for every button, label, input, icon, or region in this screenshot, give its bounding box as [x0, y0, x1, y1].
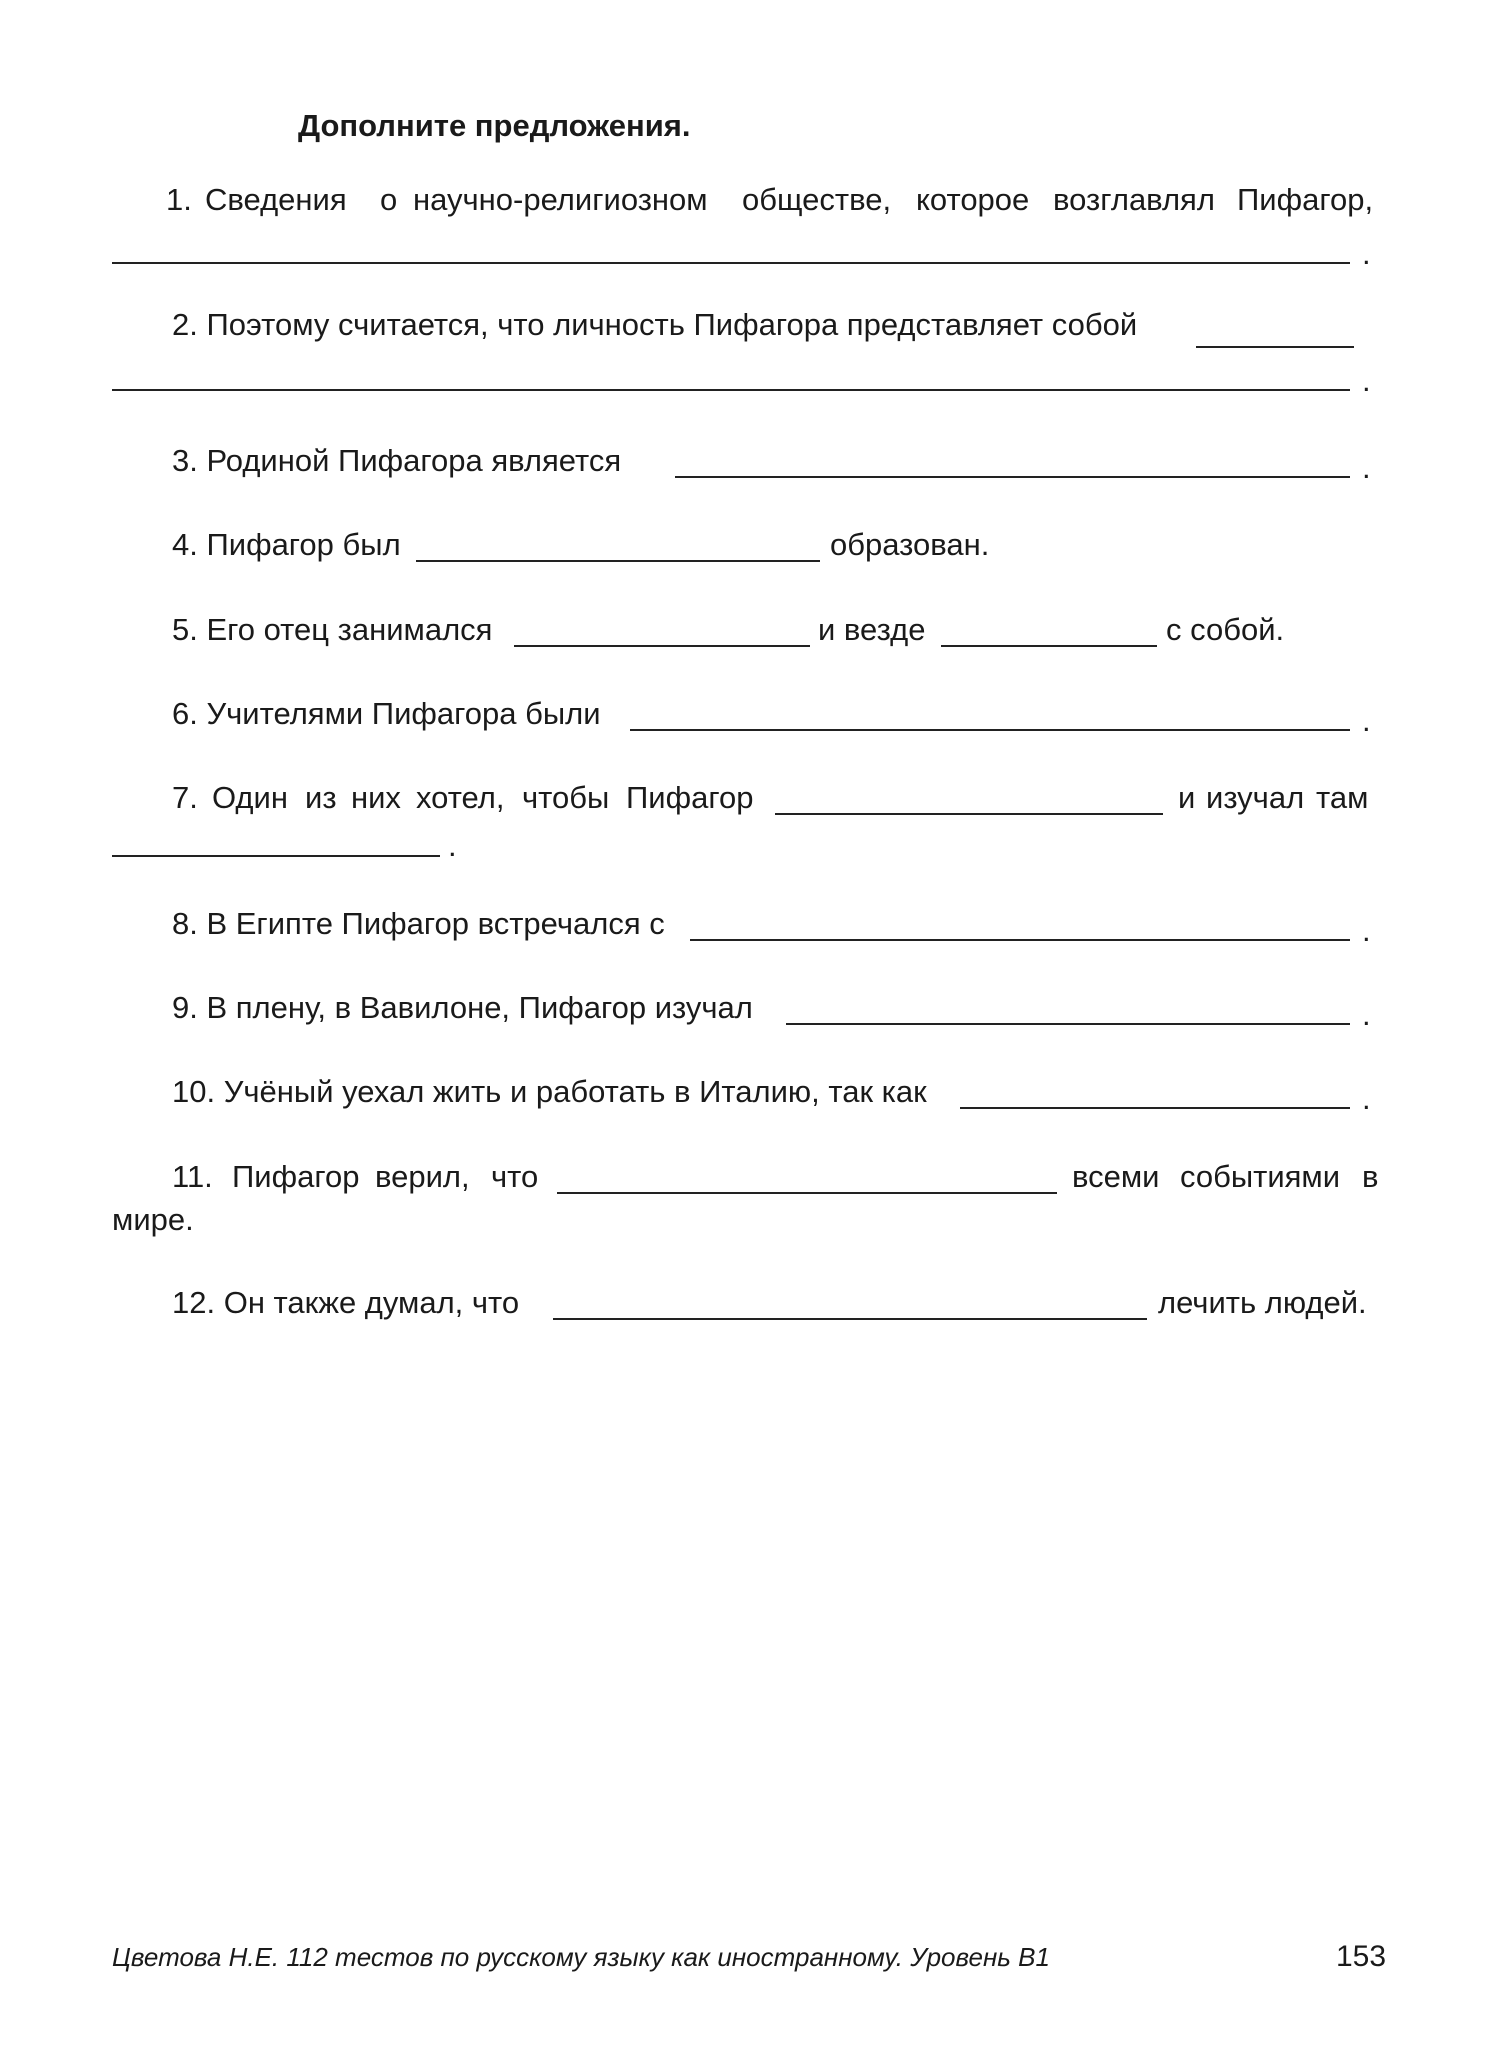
answer-blank[interactable] — [960, 1107, 1350, 1109]
answer-blank[interactable] — [112, 262, 1350, 264]
item-word: и — [1178, 780, 1196, 815]
item-word: чтобы — [522, 780, 610, 815]
item-word: о — [380, 182, 398, 217]
item-text: лечить людей. — [1158, 1285, 1367, 1320]
item-word: которое — [916, 182, 1030, 217]
item-end: . — [1362, 703, 1371, 738]
item-text: 6. Учителями Пифагора были — [172, 696, 601, 731]
item-text: 8. В Египте Пифагор встречался с — [172, 906, 665, 941]
item-number: 7. — [172, 780, 198, 815]
item-end: . — [1362, 997, 1371, 1032]
item-word: научно-религиозном — [413, 182, 708, 217]
item-text: с собой. — [1166, 612, 1285, 647]
item-text: 9. В плену, в Вавилоне, Пифагор изучал — [172, 990, 753, 1025]
item-text: образован. — [830, 527, 990, 562]
item-text: 4. Пифагор был — [172, 527, 401, 562]
answer-blank[interactable] — [630, 729, 1350, 731]
answer-blank[interactable] — [514, 645, 810, 647]
answer-blank[interactable] — [690, 939, 1350, 941]
item-number: 1. — [166, 182, 192, 217]
item-word: там — [1316, 780, 1369, 815]
item-text: мире. — [112, 1202, 194, 1237]
answer-blank[interactable] — [941, 645, 1157, 647]
answer-blank[interactable] — [775, 813, 1163, 815]
answer-blank[interactable] — [675, 476, 1350, 478]
item-end: . — [448, 828, 457, 863]
item-word: всеми — [1072, 1159, 1160, 1194]
item-word: верил, — [375, 1159, 470, 1194]
answer-blank[interactable] — [112, 855, 440, 857]
item-word: в — [1362, 1159, 1379, 1194]
answer-blank[interactable] — [557, 1192, 1057, 1194]
item-word: из — [305, 780, 337, 815]
item-end: . — [1362, 363, 1371, 398]
item-word: Пифагор, — [1237, 182, 1374, 217]
item-word: что — [491, 1159, 539, 1194]
item-text: 5. Его отец занимался — [172, 612, 493, 647]
item-word: обществе, — [742, 182, 892, 217]
item-text: 10. Учёный уехал жить и работать в Италию, так как — [172, 1074, 927, 1109]
item-text: и везде — [818, 612, 926, 647]
answer-blank[interactable] — [416, 560, 820, 562]
item-end: . — [1362, 1081, 1371, 1116]
answer-blank[interactable] — [553, 1318, 1147, 1320]
item-number: 11. — [172, 1159, 213, 1194]
item-word: Один — [212, 780, 288, 815]
item-end: . — [1362, 236, 1371, 271]
answer-blank[interactable] — [112, 389, 1350, 391]
item-word: Пифагор — [626, 780, 754, 815]
item-end: . — [1362, 450, 1371, 485]
answer-blank[interactable] — [786, 1023, 1350, 1025]
item-text: 2. Поэтому считается, что личность Пифагора представляет собой — [172, 307, 1138, 342]
item-word: хотел, — [416, 780, 505, 815]
answer-blank[interactable] — [1196, 346, 1354, 348]
item-word: Сведения — [205, 182, 347, 217]
item-end: . — [1362, 913, 1371, 948]
page-title: Дополните предложения. — [298, 108, 691, 143]
page-number: 153 — [1336, 1940, 1387, 1973]
footer-citation: Цветова Н.Е. 112 тестов по русскому языку как иностранному. Уровень В1 — [112, 1942, 1050, 1972]
item-word: возглавлял — [1053, 182, 1215, 217]
item-word: изучал — [1206, 780, 1305, 815]
item-word: Пифагор — [232, 1159, 360, 1194]
item-word: них — [351, 780, 401, 815]
item-word: событиями — [1180, 1159, 1341, 1194]
item-text: 3. Родиной Пифагора является — [172, 443, 622, 478]
item-text: 12. Он также думал, что — [172, 1285, 520, 1320]
